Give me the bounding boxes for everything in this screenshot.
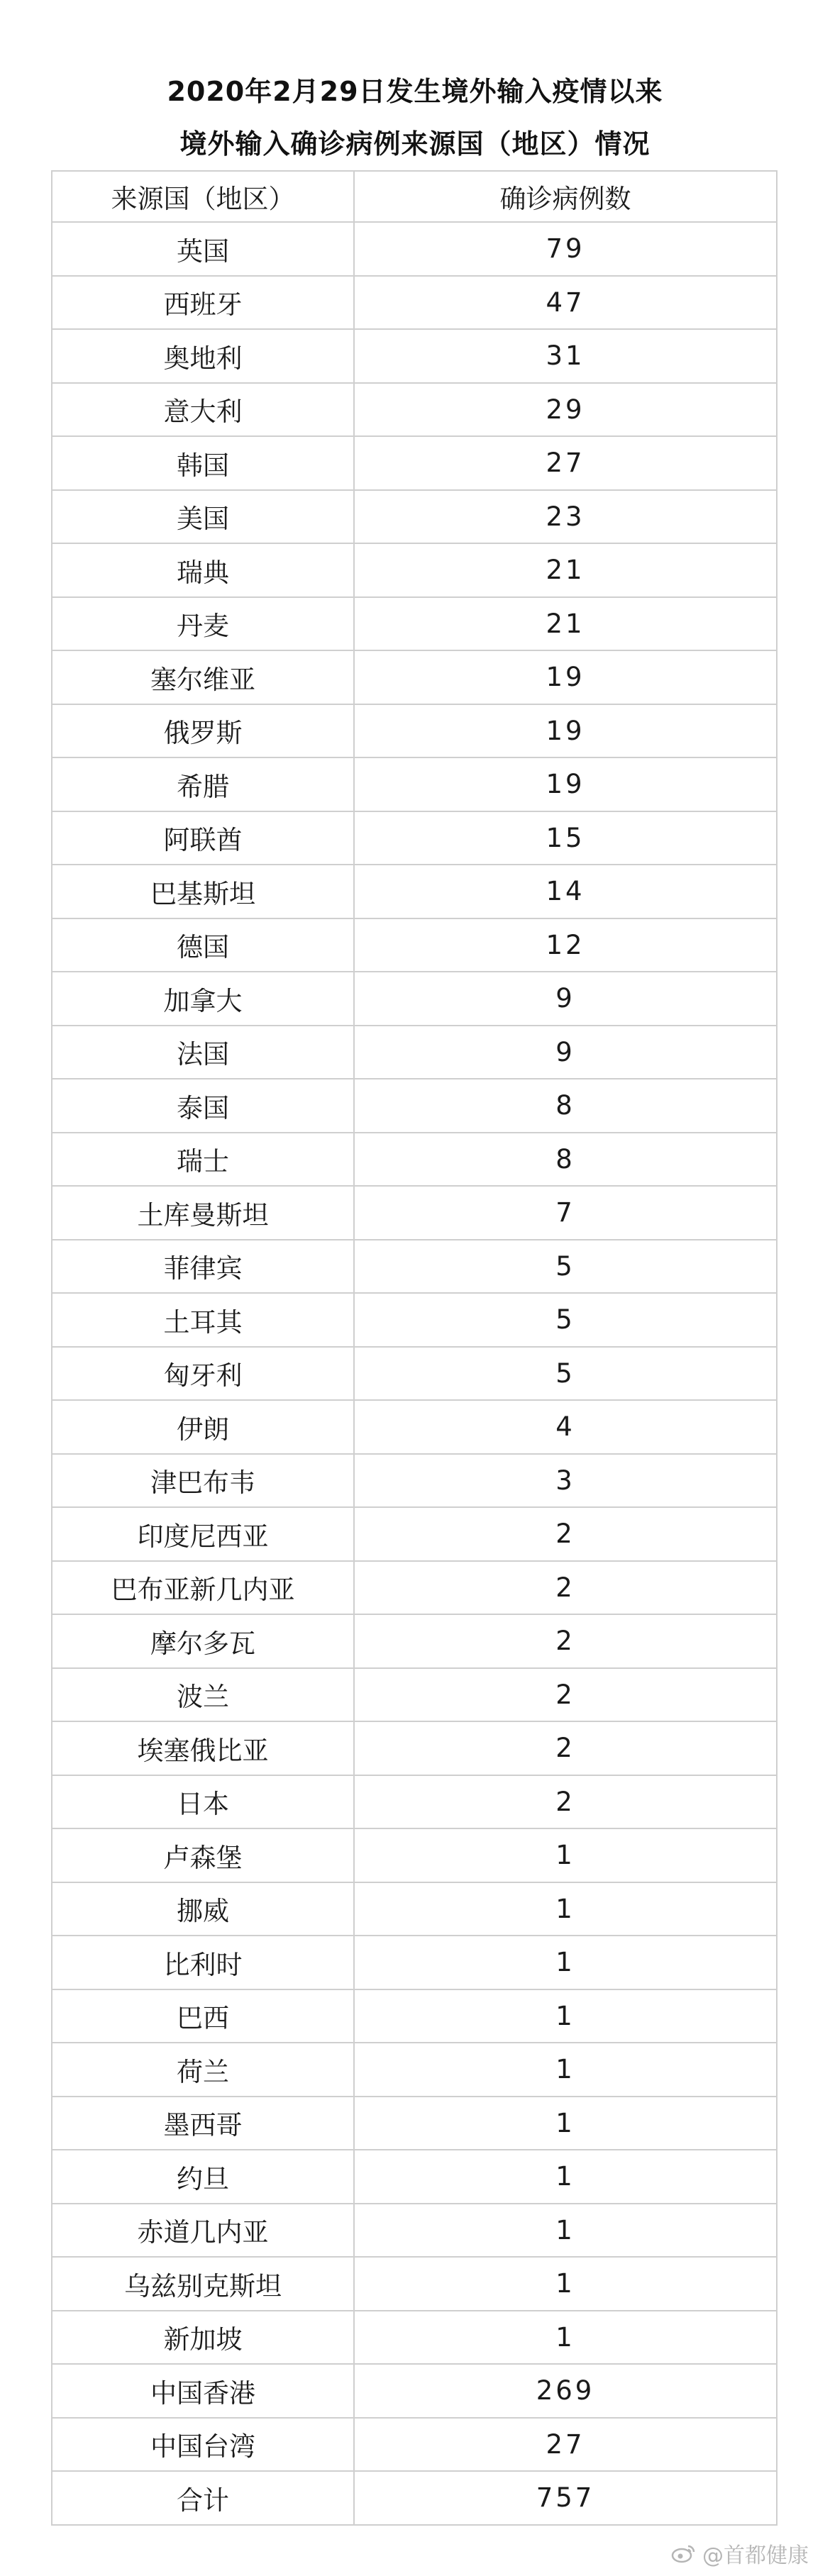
country-cell: 土耳其 <box>52 1293 354 1347</box>
case-count-cell: 7 <box>354 1186 777 1240</box>
case-count-cell: 1 <box>354 1882 777 1936</box>
country-cell: 比利时 <box>52 1936 354 1989</box>
table-row <box>52 2257 777 2311</box>
country-cell: 约旦 <box>52 2150 354 2204</box>
country-cell: 津巴布韦 <box>52 1454 354 1508</box>
page-title: 2020年2月29日发生境外输入疫情以来 <box>167 76 663 107</box>
table-row <box>52 276 777 330</box>
country-cell: 美国 <box>52 490 354 544</box>
table-row <box>52 329 777 383</box>
case-count-cell: 31 <box>354 329 777 383</box>
case-count-cell: 19 <box>354 704 777 758</box>
case-count-cell: 3 <box>354 1454 777 1508</box>
case-count-cell: 12 <box>354 918 777 972</box>
country-cell: 中国台湾 <box>52 2418 354 2472</box>
country-cell: 丹麦 <box>52 597 354 651</box>
country-cell: 印度尼西亚 <box>52 1507 354 1561</box>
country-cell: 西班牙 <box>52 276 354 330</box>
case-count-cell: 9 <box>354 1026 777 1079</box>
case-count-cell: 757 <box>354 2471 777 2525</box>
case-count-cell: 9 <box>354 972 777 1026</box>
case-count-cell: 5 <box>354 1347 777 1401</box>
case-count-cell: 29 <box>354 383 777 437</box>
case-count-cell: 15 <box>354 811 777 865</box>
table-row <box>52 1828 777 1882</box>
case-count-cell: 1 <box>354 1828 777 1882</box>
country-cell: 伊朗 <box>52 1400 354 1454</box>
case-count-cell: 1 <box>354 2043 777 2097</box>
country-cell: 合计 <box>52 2471 354 2525</box>
case-count-cell: 8 <box>354 1079 777 1133</box>
table-row <box>52 1240 777 1294</box>
table-row <box>52 1293 777 1347</box>
country-cell: 赤道几内亚 <box>52 2204 354 2258</box>
table-row <box>52 436 777 490</box>
country-cell: 乌兹别克斯坦 <box>52 2257 354 2311</box>
country-cell: 韩国 <box>52 436 354 490</box>
table-row <box>52 972 777 1026</box>
case-count-cell: 27 <box>354 436 777 490</box>
table-row <box>52 1936 777 1989</box>
case-count-cell: 23 <box>354 490 777 544</box>
country-cell: 波兰 <box>52 1668 354 1722</box>
country-cell: 中国香港 <box>52 2364 354 2418</box>
table-row <box>52 597 777 651</box>
table-row <box>52 1561 777 1615</box>
country-cell: 匈牙利 <box>52 1347 354 1401</box>
table-row <box>52 2364 777 2418</box>
table-row <box>52 383 777 437</box>
country-cell: 墨西哥 <box>52 2097 354 2150</box>
table-row <box>52 1882 777 1936</box>
country-cell: 巴西 <box>52 1989 354 2043</box>
table-row <box>52 918 777 972</box>
table-row <box>52 2204 777 2258</box>
case-count-cell: 8 <box>354 1133 777 1187</box>
case-count-cell: 1 <box>354 2097 777 2150</box>
table-row <box>52 1079 777 1133</box>
table-row <box>52 2150 777 2204</box>
country-cell: 泰国 <box>52 1079 354 1133</box>
case-count-cell: 1 <box>354 1936 777 1989</box>
table-row <box>52 811 777 865</box>
table-row <box>52 757 777 811</box>
country-cell: 挪威 <box>52 1882 354 1936</box>
country-cell: 英国 <box>52 222 354 276</box>
case-count-cell: 27 <box>354 2418 777 2472</box>
country-cell: 摩尔多瓦 <box>52 1614 354 1668</box>
case-count-cell: 14 <box>354 865 777 918</box>
table-row <box>52 1989 777 2043</box>
country-cell: 阿联酋 <box>52 811 354 865</box>
case-count-cell: 269 <box>354 2364 777 2418</box>
table-row <box>52 543 777 597</box>
table-row <box>52 1400 777 1454</box>
case-count-cell: 21 <box>354 543 777 597</box>
country-cell: 荷兰 <box>52 2043 354 2097</box>
case-source-table <box>51 170 778 2526</box>
weibo-icon <box>671 2543 697 2563</box>
table-row <box>52 1507 777 1561</box>
country-cell: 新加坡 <box>52 2311 354 2365</box>
country-cell: 希腊 <box>52 757 354 811</box>
table-row <box>52 2311 777 2365</box>
country-cell: 加拿大 <box>52 972 354 1026</box>
country-cell: 意大利 <box>52 383 354 437</box>
table-row <box>52 2418 777 2472</box>
table-row <box>52 1347 777 1401</box>
table-row <box>52 2471 777 2525</box>
country-cell: 法国 <box>52 1026 354 1079</box>
country-cell: 瑞典 <box>52 543 354 597</box>
table-row <box>52 1721 777 1775</box>
table-row <box>52 222 777 276</box>
country-cell: 菲律宾 <box>52 1240 354 1294</box>
case-count-cell: 4 <box>354 1400 777 1454</box>
table-row <box>52 1668 777 1722</box>
country-cell: 土库曼斯坦 <box>52 1186 354 1240</box>
country-cell: 日本 <box>52 1775 354 1829</box>
table-row <box>52 1026 777 1079</box>
country-cell: 巴布亚新几内亚 <box>52 1561 354 1615</box>
case-count-cell: 47 <box>354 276 777 330</box>
table-header-row <box>52 171 777 222</box>
table-row <box>52 1614 777 1668</box>
country-cell: 卢森堡 <box>52 1828 354 1882</box>
case-count-cell: 2 <box>354 1507 777 1561</box>
case-count-cell: 1 <box>354 2204 777 2258</box>
table-row <box>52 704 777 758</box>
case-count-cell: 1 <box>354 2150 777 2204</box>
case-count-cell: 5 <box>354 1293 777 1347</box>
case-count-cell: 19 <box>354 650 777 704</box>
table-row <box>52 1454 777 1508</box>
case-count-cell: 1 <box>354 2257 777 2311</box>
country-cell: 俄罗斯 <box>52 704 354 758</box>
country-cell: 瑞士 <box>52 1133 354 1187</box>
page-subtitle: 境外输入确诊病例来源国（地区）情况 <box>179 128 651 160</box>
table-row <box>52 865 777 918</box>
table-row <box>52 1775 777 1829</box>
header-country: 来源国（地区） <box>52 171 354 222</box>
case-count-cell: 2 <box>354 1721 777 1775</box>
case-count-cell: 2 <box>354 1614 777 1668</box>
case-count-cell: 19 <box>354 757 777 811</box>
country-cell: 埃塞俄比亚 <box>52 1721 354 1775</box>
case-count-cell: 1 <box>354 2311 777 2365</box>
country-cell: 德国 <box>52 918 354 972</box>
case-count-cell: 2 <box>354 1668 777 1722</box>
country-cell: 奥地利 <box>52 329 354 383</box>
case-count-cell: 21 <box>354 597 777 651</box>
table-row <box>52 490 777 544</box>
watermark <box>671 2538 809 2569</box>
table-row <box>52 2043 777 2097</box>
case-count-cell: 1 <box>354 1989 777 2043</box>
watermark-text: @首都健康 <box>702 2543 809 2568</box>
table-row <box>52 1133 777 1187</box>
case-count-cell: 79 <box>354 222 777 276</box>
table-row <box>52 2097 777 2150</box>
case-count-cell: 5 <box>354 1240 777 1294</box>
country-cell: 塞尔维亚 <box>52 650 354 704</box>
country-cell: 巴基斯坦 <box>52 865 354 918</box>
header-cases: 确诊病例数 <box>354 171 777 222</box>
case-count-cell: 2 <box>354 1775 777 1829</box>
case-count-cell: 2 <box>354 1561 777 1615</box>
table-row <box>52 1186 777 1240</box>
table-row <box>52 650 777 704</box>
